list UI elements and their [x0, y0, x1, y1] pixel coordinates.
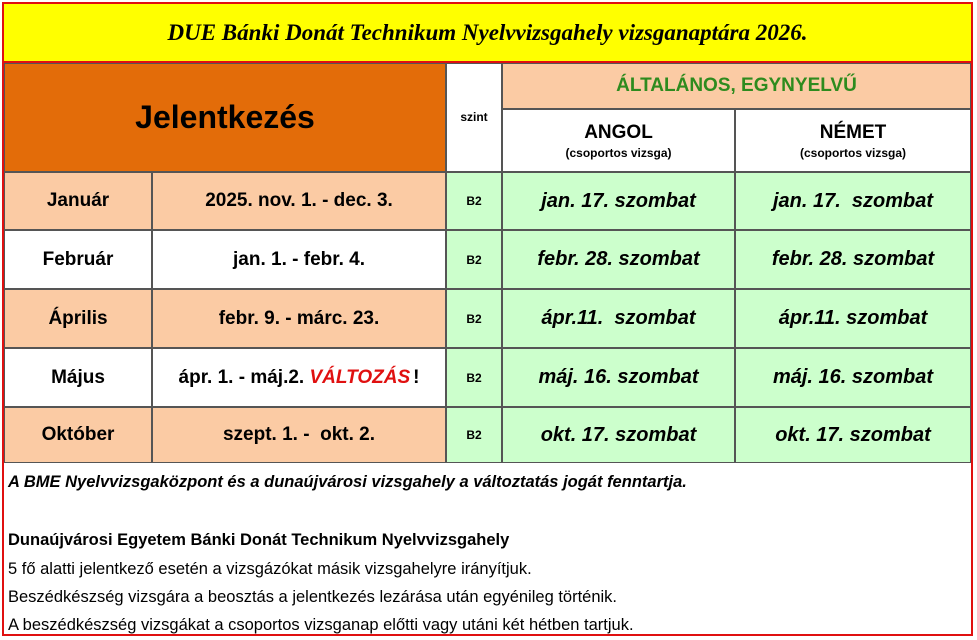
table-row-dates: jan. 1. - febr. 4.	[152, 230, 446, 289]
disclaimer-text: A BME Nyelvvizsgaközpont és a dunaújvárosi vizsgahely a változtatás jogát fenntartja.	[8, 473, 687, 491]
angol-header-name: ANGOL	[584, 121, 653, 143]
dates-text: ápr. 1. - máj.2.	[178, 366, 310, 388]
table-row-month: Február	[4, 230, 152, 289]
calendar-frame	[2, 2, 973, 636]
table-row-dates: 2025. nov. 1. - dec. 3.	[152, 172, 446, 230]
table-row-angol: jan. 17. szombat	[502, 172, 735, 230]
table-row-angol: febr. 28. szombat	[502, 230, 735, 289]
angol-header	[502, 109, 735, 172]
table-row-level: B2	[446, 172, 502, 230]
table-row-dates	[152, 348, 446, 407]
table-row-nemet: ápr.11. szombat	[735, 289, 971, 348]
change-exclamation: !	[413, 366, 420, 388]
level-header: szint	[446, 63, 502, 172]
table-row-level: B2	[446, 230, 502, 289]
table-row-level: B2	[446, 348, 502, 407]
table-row-month: Május	[4, 348, 152, 407]
table-row-nemet: máj. 16. szombat	[735, 348, 971, 407]
note-line: Beszédkészség vizsgára a beosztás a jelentkezés lezárása után egyénileg történik.	[8, 588, 618, 606]
nemet-header	[735, 109, 971, 172]
page-title: DUE Bánki Donát Technikum Nyelvvizsgahely vizsganaptára 2026.	[4, 4, 971, 63]
category-header: ÁLTALÁNOS, EGYNYELVŰ	[502, 63, 971, 109]
table-row-dates: szept. 1. - okt. 2.	[152, 407, 446, 463]
table-row-angol: ápr.11. szombat	[502, 289, 735, 348]
registration-header: Jelentkezés	[4, 63, 446, 172]
table-row-dates: febr. 9. - márc. 23.	[152, 289, 446, 348]
change-flag: VÁLTOZÁS	[309, 366, 411, 388]
notes-section	[4, 462, 971, 634]
table-row-angol: máj. 16. szombat	[502, 348, 735, 407]
table-row-month: Január	[4, 172, 152, 230]
nemet-header-sub: (csoportos vizsga)	[799, 145, 907, 160]
table-row-level: B2	[446, 407, 502, 463]
table-row-angol: okt. 17. szombat	[502, 407, 735, 463]
nemet-header-name: NÉMET	[819, 121, 887, 143]
venue-name: Dunaújvárosi Egyetem Bánki Donát Technikum Nyelvvizsgahely	[8, 531, 510, 549]
note-line: 5 fő alatti jelentkező esetén a vizsgázókat másik vizsgahelyre irányítjuk.	[8, 560, 532, 578]
table-row-month: Október	[4, 407, 152, 463]
note-line: A beszédkészség vizsgákat a csoportos vizsganap előtti vagy utáni két hétben tartjuk.	[8, 616, 634, 634]
table-row-nemet: okt. 17. szombat	[735, 407, 971, 463]
angol-header-sub: (csoportos vizsga)	[565, 145, 672, 160]
table-row-level: B2	[446, 289, 502, 348]
table-row-nemet: jan. 17. szombat	[735, 172, 971, 230]
table-row-month: Április	[4, 289, 152, 348]
table-row-nemet: febr. 28. szombat	[735, 230, 971, 289]
